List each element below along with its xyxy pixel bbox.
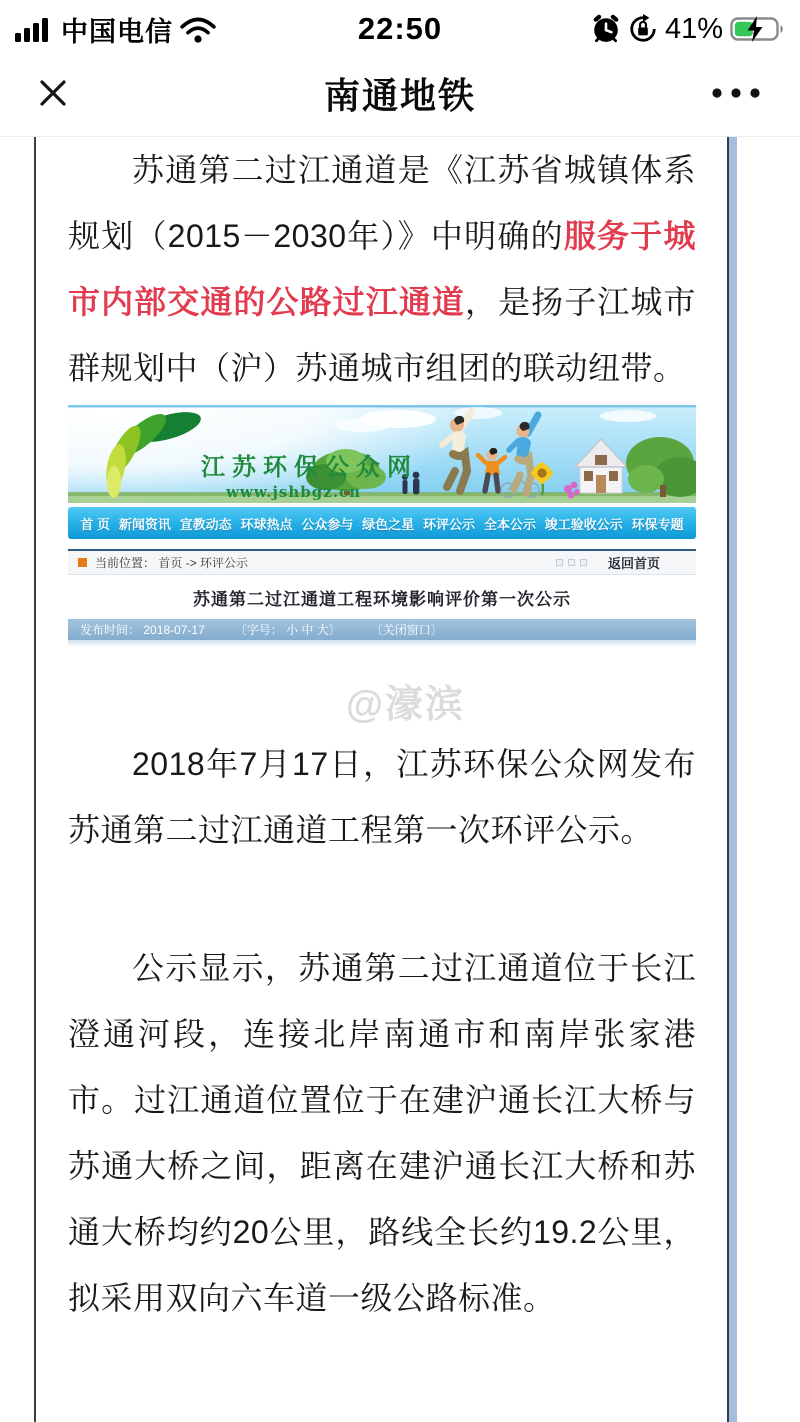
paragraph-3: 公示显示，苏通第二过江通道位于长江澄通河段，连接北岸南通市和南岸张家港市。过江通道位置位于在建沪通长江大桥与苏通大桥之间，距离在建沪通长江大桥和苏通大桥均约20公里，路线全长约19.2公里，拟采用双向六车道一级公路标准。 (68, 950, 696, 1316)
battery-percent-label: 41% (664, 12, 723, 45)
more-dots-icon (710, 87, 762, 99)
site-breadcrumb (68, 551, 696, 575)
watermark: @濠滨 (346, 684, 466, 726)
site-nav-item: 环球热点 (240, 516, 293, 532)
publish-time: 发布时间： 2018-07-17 (80, 623, 205, 637)
wifi-icon (180, 16, 216, 43)
site-nav-item: 环保专题 (631, 516, 684, 532)
site-url: www.jshbgz.cn (226, 483, 361, 501)
site-name: 江苏环保公众网 (201, 452, 418, 481)
site-fade (68, 640, 696, 647)
breadcrumb-label: 当前位置： (95, 556, 156, 570)
page-title: 南通地铁 (323, 74, 476, 116)
paragraph-1 (68, 137, 696, 401)
window-control-icon (580, 559, 587, 566)
site-banner-illustration (68, 405, 696, 503)
breadcrumb-bullet-icon (78, 558, 87, 567)
paragraph-1-text: 苏通第二过江通道是《江苏省城镇体系规划（2015－2030年）》中明确的 (68, 152, 696, 254)
alarm-clock-icon (591, 14, 621, 44)
scrollbar[interactable] (729, 137, 737, 1422)
window-control-icon (568, 559, 575, 566)
site-nav (68, 507, 696, 539)
tree-right-icon (626, 437, 696, 497)
embedded-website-screenshot (68, 405, 696, 647)
window-control-icon (556, 559, 563, 566)
status-bar (0, 0, 800, 50)
site-nav-item: 首 页 (80, 516, 111, 532)
close-icon (38, 78, 68, 108)
site-nav-item: 竣工验收公示 (544, 516, 623, 532)
carrier-label: 中国电信 (61, 16, 173, 47)
site-publish-bar (68, 619, 696, 640)
paragraph-1-highlight: 服务于城市内部交通的公路过江通道 (68, 218, 696, 320)
site-nav-item: 绿色之星 (362, 516, 415, 532)
site-nav-item: 宣教动态 (179, 516, 232, 532)
site-nav-item: 环评公示 (422, 516, 475, 532)
paragraph-1-tail: ，是扬子江城市群规划中（沪）苏通城市组团的联动纽带。 (68, 284, 696, 386)
close-window-control: 〔关闭窗口〕 (370, 623, 443, 637)
wechat-title-bar (0, 50, 800, 136)
article-viewport (0, 136, 800, 1422)
site-nav-item: 新闻资讯 (118, 516, 171, 532)
clock-time: 22:50 (357, 11, 443, 46)
more-menu-button[interactable] (710, 87, 762, 99)
breadcrumb-path: 首页 -> 环评公示 (158, 556, 249, 570)
font-size-control: 〔字号： 小 中 大〕 (234, 623, 341, 637)
site-nav-item: 公众参与 (301, 516, 354, 532)
signal-strength-icon (14, 16, 54, 43)
back-home-link: 返回首页 (607, 556, 660, 571)
document-page (34, 137, 729, 1422)
rotation-lock-icon (628, 14, 658, 44)
site-nav-item: 全本公示 (483, 516, 536, 532)
close-button[interactable] (38, 76, 72, 110)
paragraph-2: 2018年7月17日，江苏环保公众网发布苏通第二过江通道工程第一次环评公示。 (68, 746, 696, 848)
site-article-title: 苏通第二过江通道工程环境影响评价第一次公示 (193, 589, 571, 609)
battery-charging-icon (730, 15, 786, 43)
